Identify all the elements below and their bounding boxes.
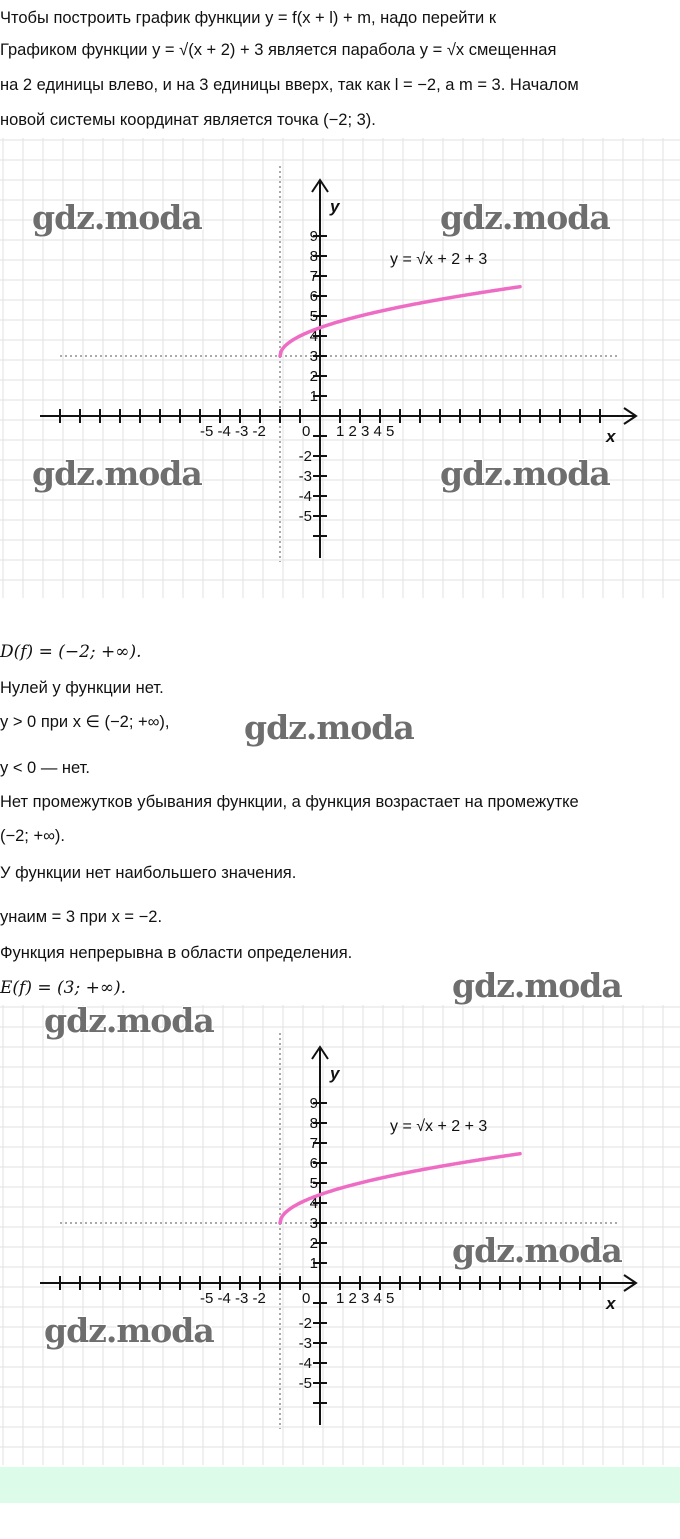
- y-tick-label: -4: [298, 1355, 312, 1372]
- watermark: gdz.moda: [44, 1001, 214, 1040]
- watermark: gdz.moda: [440, 198, 610, 237]
- range-statement: E(f) = (3; +∞).: [0, 978, 127, 998]
- intro-line-2: Графиком функции y = √(x + 2) + 3 является парабола y = √x смещенная: [0, 41, 557, 59]
- y-axis-label: y: [330, 1064, 340, 1083]
- y-tick-label: 6: [309, 288, 318, 305]
- watermark: gdz.moda: [32, 198, 202, 237]
- y-tick-label: 6: [309, 1155, 318, 1172]
- domain-statement: D(f) = (−2; +∞).: [0, 642, 142, 662]
- origin-label: 0: [302, 1290, 311, 1307]
- y-tick-label: 4: [309, 328, 318, 345]
- max-statement: У функции нет наибольшего значения.: [0, 864, 297, 882]
- y-tick-label: 7: [309, 1135, 318, 1152]
- footer-band: [0, 1467, 680, 1503]
- watermark: gdz.moda: [244, 708, 414, 747]
- y-tick-label: 3: [309, 1215, 318, 1232]
- x-tick-labels-positive: 1 2 3 4 5: [336, 423, 395, 440]
- y-tick-label: 4: [309, 1195, 318, 1212]
- y-tick-label: -4: [298, 488, 312, 505]
- x-axis-label: x: [606, 1294, 616, 1313]
- y-tick-label: -2: [298, 448, 312, 465]
- function-graph-1: [0, 138, 680, 598]
- y-tick-label: 8: [309, 248, 318, 265]
- x-tick-labels-positive: 1 2 3 4 5: [336, 1290, 395, 1307]
- positive-statement: y > 0 при x ∈ (−2; +∞),: [0, 713, 170, 731]
- monotonic-statement-line-2: (−2; +∞).: [0, 827, 65, 845]
- watermark: gdz.moda: [32, 454, 202, 493]
- y-tick-label: -2: [298, 1315, 312, 1332]
- y-tick-label: 5: [309, 1175, 318, 1192]
- y-tick-label: 3: [309, 348, 318, 365]
- y-tick-label: 7: [309, 268, 318, 285]
- x-tick-labels-negative: -5 -4 -3 -2: [200, 423, 266, 440]
- intro-line-3: на 2 единицы влево, и на 3 единицы вверх, так как l = −2, а m = 3. Началом: [0, 76, 579, 94]
- y-tick-label: 1: [309, 388, 318, 405]
- negative-statement: y < 0 — нет.: [0, 759, 90, 777]
- y-tick-label: -3: [298, 1335, 312, 1352]
- x-axis-label: x: [606, 427, 616, 446]
- continuity-statement: Функция непрерывна в области определения.: [0, 944, 353, 962]
- intro-line-4: новой системы координат является точка (−2; 3).: [0, 111, 376, 129]
- function-graph-2: [0, 1001, 680, 1465]
- watermark: gdz.moda: [452, 966, 622, 1005]
- x-tick-labels-negative: -5 -4 -3 -2: [200, 1290, 266, 1307]
- y-tick-label: 2: [309, 368, 318, 385]
- y-tick-label: 9: [309, 228, 318, 245]
- monotonic-statement-line-1: Нет промежутков убывания функции, а функция возрастает на промежутке: [0, 793, 579, 811]
- watermark: gdz.moda: [44, 1311, 214, 1350]
- min-statement: yнаим = 3 при x = −2.: [0, 908, 163, 926]
- y-tick-label: -5: [298, 1375, 312, 1392]
- zeros-statement: Нулей у функции нет.: [0, 679, 164, 697]
- y-tick-label: 2: [309, 1235, 318, 1252]
- y-tick-label: 9: [309, 1095, 318, 1112]
- curve-formula-label: y = √x + 2 + 3: [390, 1118, 488, 1135]
- watermark: gdz.moda: [440, 454, 610, 493]
- curve-formula-label: y = √x + 2 + 3: [390, 251, 488, 268]
- intro-line-1: Чтобы построить график функции y = f(x + l) + m, надо перейти к: [0, 9, 497, 27]
- y-axis-label: y: [330, 197, 340, 216]
- origin-label: 0: [302, 423, 311, 440]
- y-tick-label: 1: [309, 1255, 318, 1272]
- y-tick-label: 5: [309, 308, 318, 325]
- y-tick-label: -3: [298, 468, 312, 485]
- y-tick-label: 8: [309, 1115, 318, 1132]
- watermark: gdz.moda: [452, 1231, 622, 1270]
- y-tick-label: -5: [298, 508, 312, 525]
